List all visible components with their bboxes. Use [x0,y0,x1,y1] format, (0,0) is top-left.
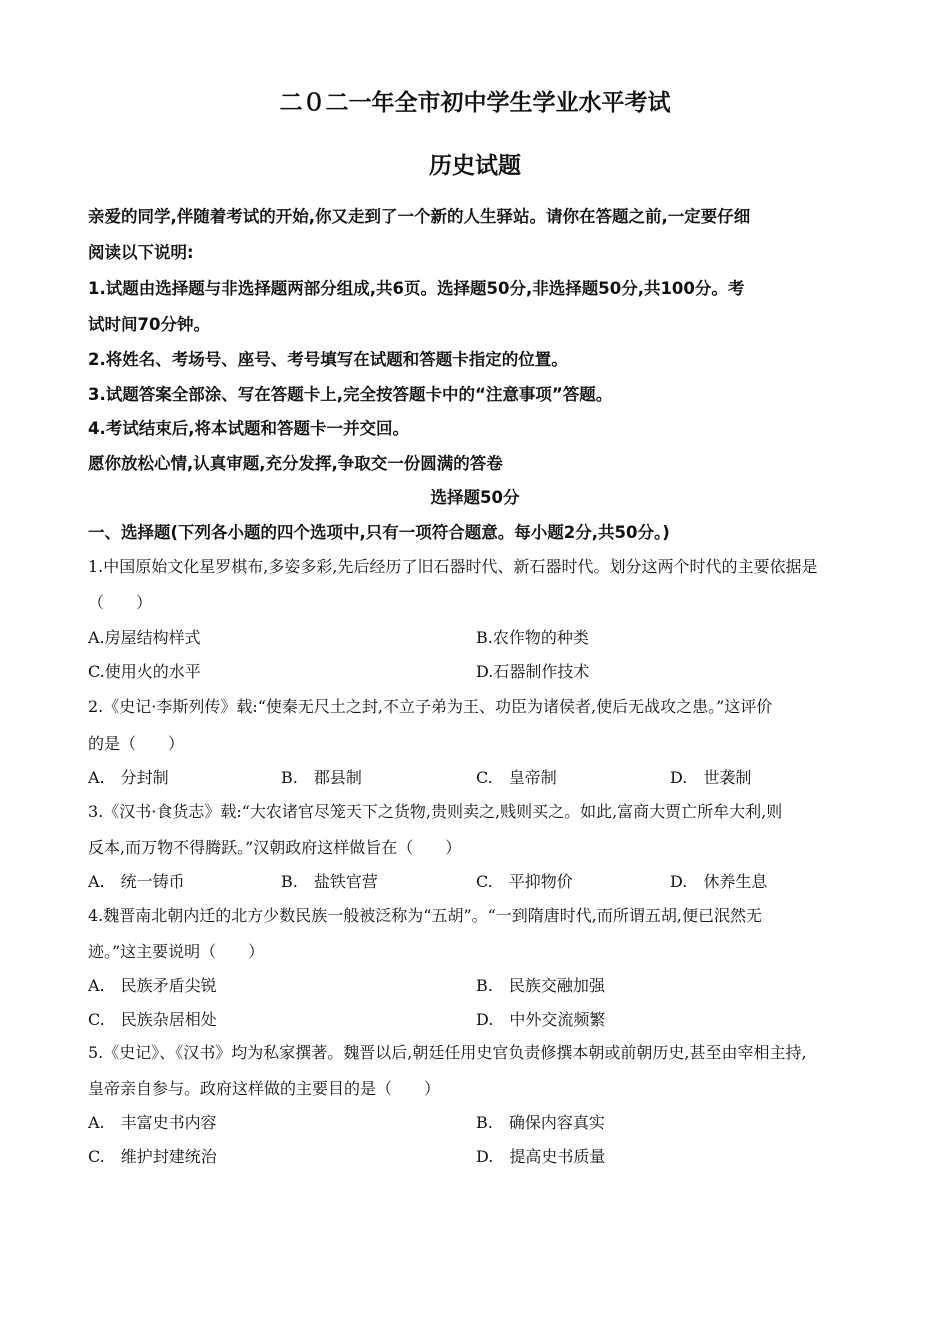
question-2-option-a: A. 分封制 [88,768,169,787]
question-5-option-d: D. 提高史书质量 [476,1147,606,1166]
question-3-option-a: A. 统一铸币 [88,872,185,891]
question-1-option-a: A.房屋结构样式 [88,628,201,647]
question-3-option-b: B. 盐铁官营 [281,872,378,891]
instruction-item-1b: 试时间70分钟。 [88,315,210,334]
question-4-line-2: 迹。”这主要说明（ ） [88,942,265,961]
intro-line-1: 亲爱的同学,伴随着考试的开始,你又走到了一个新的人生驿站。请你在答题之前,一定要仔细 [88,207,751,226]
question-5-option-b: B. 确保内容真实 [476,1113,605,1132]
question-1-option-d: D.石器制作技术 [476,662,590,681]
question-1-line-1: 1.中国原始文化星罗棋布,多姿多彩,先后经历了旧石器时代、新石器时代。划分这两个时代的主要依据是 [88,557,818,576]
question-4-line-1: 4.魏晋南北朝内迁的北方少数民族一般被泛称为“五胡”。“一到隋唐时代,而所谓五胡,便已泯然无 [88,906,762,925]
question-5-line-2: 皇帝亲自参与。政府这样做的主要目的是（ ） [88,1079,441,1098]
question-5-option-c: C. 维护封建统治 [88,1147,217,1166]
question-4-option-d: D. 中外交流频繁 [476,1010,606,1029]
section-heading: 选择题50分 [430,488,520,507]
question-3-option-c: C. 平抑物价 [476,872,573,891]
question-3-line-2: 反本,而万物不得腾跃。”汉朝政府这样做旨在（ ） [88,838,462,857]
instruction-item-4: 4.考试结束后,将本试题和答题卡一并交回。 [88,419,410,438]
question-3-option-d: D. 休养生息 [670,872,768,891]
question-4-option-c: C. 民族杂居相处 [88,1010,217,1029]
section-instruction: 一、选择题(下列各小题的四个选项中,只有一项符合题意。每小题2分,共50分。) [88,523,670,542]
wish-line: 愿你放松心情,认真审题,充分发挥,争取交一份圆满的答卷 [88,454,503,473]
question-4-option-a: A. 民族矛盾尖锐 [88,976,217,995]
question-2-option-c: C. 皇帝制 [476,768,557,787]
intro-line-2: 阅读以下说明: [88,243,194,262]
question-3-line-1: 3.《汉书·食货志》载:“大农诸官尽笼天下之货物,贵则卖之,贱则买之。如此,富商大贾亡所牟大利,则 [88,802,783,821]
question-5-option-a: A. 丰富史书内容 [88,1113,217,1132]
question-2-option-d: D. 世袭制 [670,768,752,787]
subject-title: 历史试题 [429,152,521,179]
instruction-item-3: 3.试题答案全部涂、写在答题卡上,完全按答题卡中的“注意事项”答题。 [88,385,613,404]
question-2-line-1: 2.《史记·李斯列传》载:“使秦无尺土之封,不立子弟为王、功臣为诸侯者,使后无战攻之患。”这评价 [88,697,773,716]
question-1-option-c: C.使用火的水平 [88,662,201,681]
exam-title: 二０二一年全市初中学生学业水平考试 [279,89,671,116]
question-5-line-1: 5.《史记》、《汉书》均为私家撰著。魏晋以后,朝廷任用史官负责修撰本朝或前朝历史,甚至由宰相主持, [88,1043,807,1062]
question-2-line-2: 的是（ ） [88,734,185,753]
instruction-item-2: 2.将姓名、考场号、座号、考号填写在试题和答题卡指定的位置。 [88,350,568,369]
question-1-option-b: B.农作物的种类 [476,628,589,647]
question-2-option-b: B. 郡县制 [281,768,362,787]
instruction-item-1a: 1.试题由选择题与非选择题两部分组成,共6页。选择题50分,非选择题50分,共100分。考 [88,279,745,298]
question-4-option-b: B. 民族交融加强 [476,976,605,995]
question-1-line-2: （ ） [88,593,153,612]
